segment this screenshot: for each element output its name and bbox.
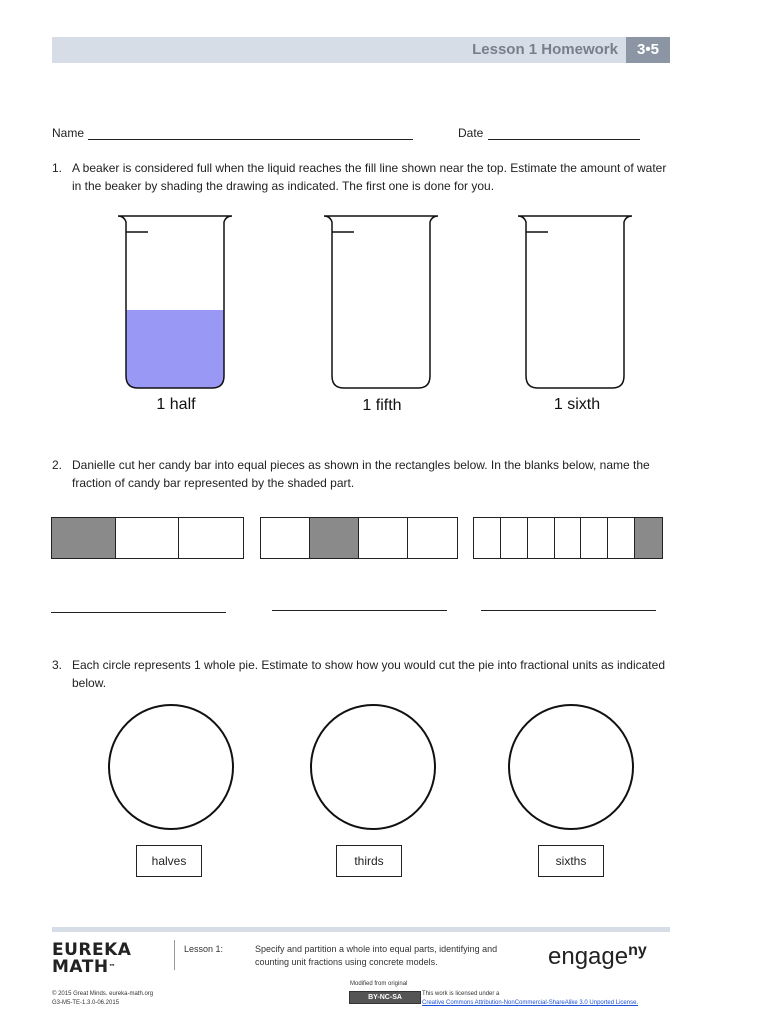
beaker-caption-2: 1 fifth <box>362 397 402 414</box>
beaker-caption-1: 1 half <box>156 396 196 413</box>
copyright-text: © 2015 Great Minds. eureka-math.org <box>52 991 154 997</box>
candy-piece <box>310 518 359 558</box>
lesson-title: Lesson 1 Homework <box>472 41 618 58</box>
candy-piece <box>635 518 662 558</box>
q2-text: Danielle cut her candy bar into equal pieces as shown in the rectangles below. In the blanks below, name the fraction of candy bar represented by the shaded part. <box>72 458 650 490</box>
candy-piece <box>116 518 180 558</box>
beaker-water <box>126 310 224 388</box>
q3-text: Each circle represents 1 whole pie. Estimate to show how you would cut the pie into fractional units as indicated below. <box>72 658 665 690</box>
beaker-outline <box>518 216 632 388</box>
candy-piece <box>501 518 528 558</box>
date-field[interactable] <box>488 139 640 140</box>
lesson-desc-line-1: Specify and partition a whole into equal parts, identifying and <box>255 944 498 954</box>
cc-badge-text: BY-NC-SA <box>368 994 402 1001</box>
date-label: Date <box>458 126 484 140</box>
answer-blank-1[interactable] <box>51 612 226 613</box>
license-text: This work is licensed under a <box>422 991 500 997</box>
name-label: Name <box>52 126 85 140</box>
answer-blank-2[interactable] <box>272 610 447 611</box>
header-bar <box>52 37 670 63</box>
pie-label-2: thirds <box>336 845 402 877</box>
beakers-figure <box>110 212 650 392</box>
q2-number: 2. <box>52 458 63 472</box>
modified-note: Modified from original <box>350 981 408 987</box>
candy-piece <box>528 518 555 558</box>
beaker <box>518 216 632 388</box>
candy-piece <box>179 518 243 558</box>
logo-line-2: MATH <box>52 957 109 977</box>
lesson-desc-line-2: counting unit fractions using concrete models. <box>255 957 438 967</box>
license-link[interactable]: Creative Commons Attribution-NonCommercial-ShareAlike 3.0 Unported License. <box>422 1000 639 1006</box>
lesson-description <box>255 943 535 969</box>
candy-piece <box>555 518 582 558</box>
beaker <box>324 216 438 388</box>
candy-bar-3 <box>473 517 663 559</box>
footer-divider <box>174 940 175 970</box>
pie-circle-1[interactable] <box>108 704 234 830</box>
pie-label-3: sixths <box>538 845 604 877</box>
license-block <box>422 990 682 1008</box>
pie-circle-3[interactable] <box>508 704 634 830</box>
candy-piece <box>474 518 501 558</box>
engage-text: engage <box>548 943 629 970</box>
logo-line-1: EUREKA <box>52 940 132 960</box>
engageny-logo <box>548 942 647 971</box>
pie-label-1: halves <box>136 845 202 877</box>
beaker-group <box>118 216 632 388</box>
q1-text: A beaker is considered full when the liquid reaches the fill line shown near the top. Estimate the amount of water in the beaker by shading the drawing as indicated. The first one is done for you. <box>72 161 667 193</box>
beaker-caption-3: 1 sixth <box>553 396 601 413</box>
engage-ny-sup: ny <box>628 942 647 959</box>
q3-number: 3. <box>52 658 63 672</box>
copyright-block <box>52 990 153 1008</box>
pie-circle-2[interactable] <box>310 704 436 830</box>
logo-tm: ™ <box>108 963 117 971</box>
q1-number: 1. <box>52 161 63 175</box>
lesson-label: Lesson 1: <box>184 944 224 954</box>
candy-piece <box>359 518 408 558</box>
candy-piece <box>581 518 608 558</box>
cc-license-badge <box>349 991 421 1004</box>
candy-piece <box>261 518 310 558</box>
candy-bar-2 <box>260 517 458 559</box>
grade-module-badge: 3•5 <box>626 37 670 63</box>
eureka-math-logo <box>52 942 131 976</box>
candy-piece <box>608 518 635 558</box>
candy-piece <box>408 518 457 558</box>
candy-piece <box>52 518 116 558</box>
document-code: G3-M5-TE-1.3.0-06.2015 <box>52 1000 120 1006</box>
footer-bar <box>52 927 670 932</box>
candy-bar-1 <box>51 517 244 559</box>
name-field[interactable] <box>88 139 413 140</box>
beaker-outline <box>324 216 438 388</box>
beaker <box>118 216 232 388</box>
answer-blank-3[interactable] <box>481 610 656 611</box>
